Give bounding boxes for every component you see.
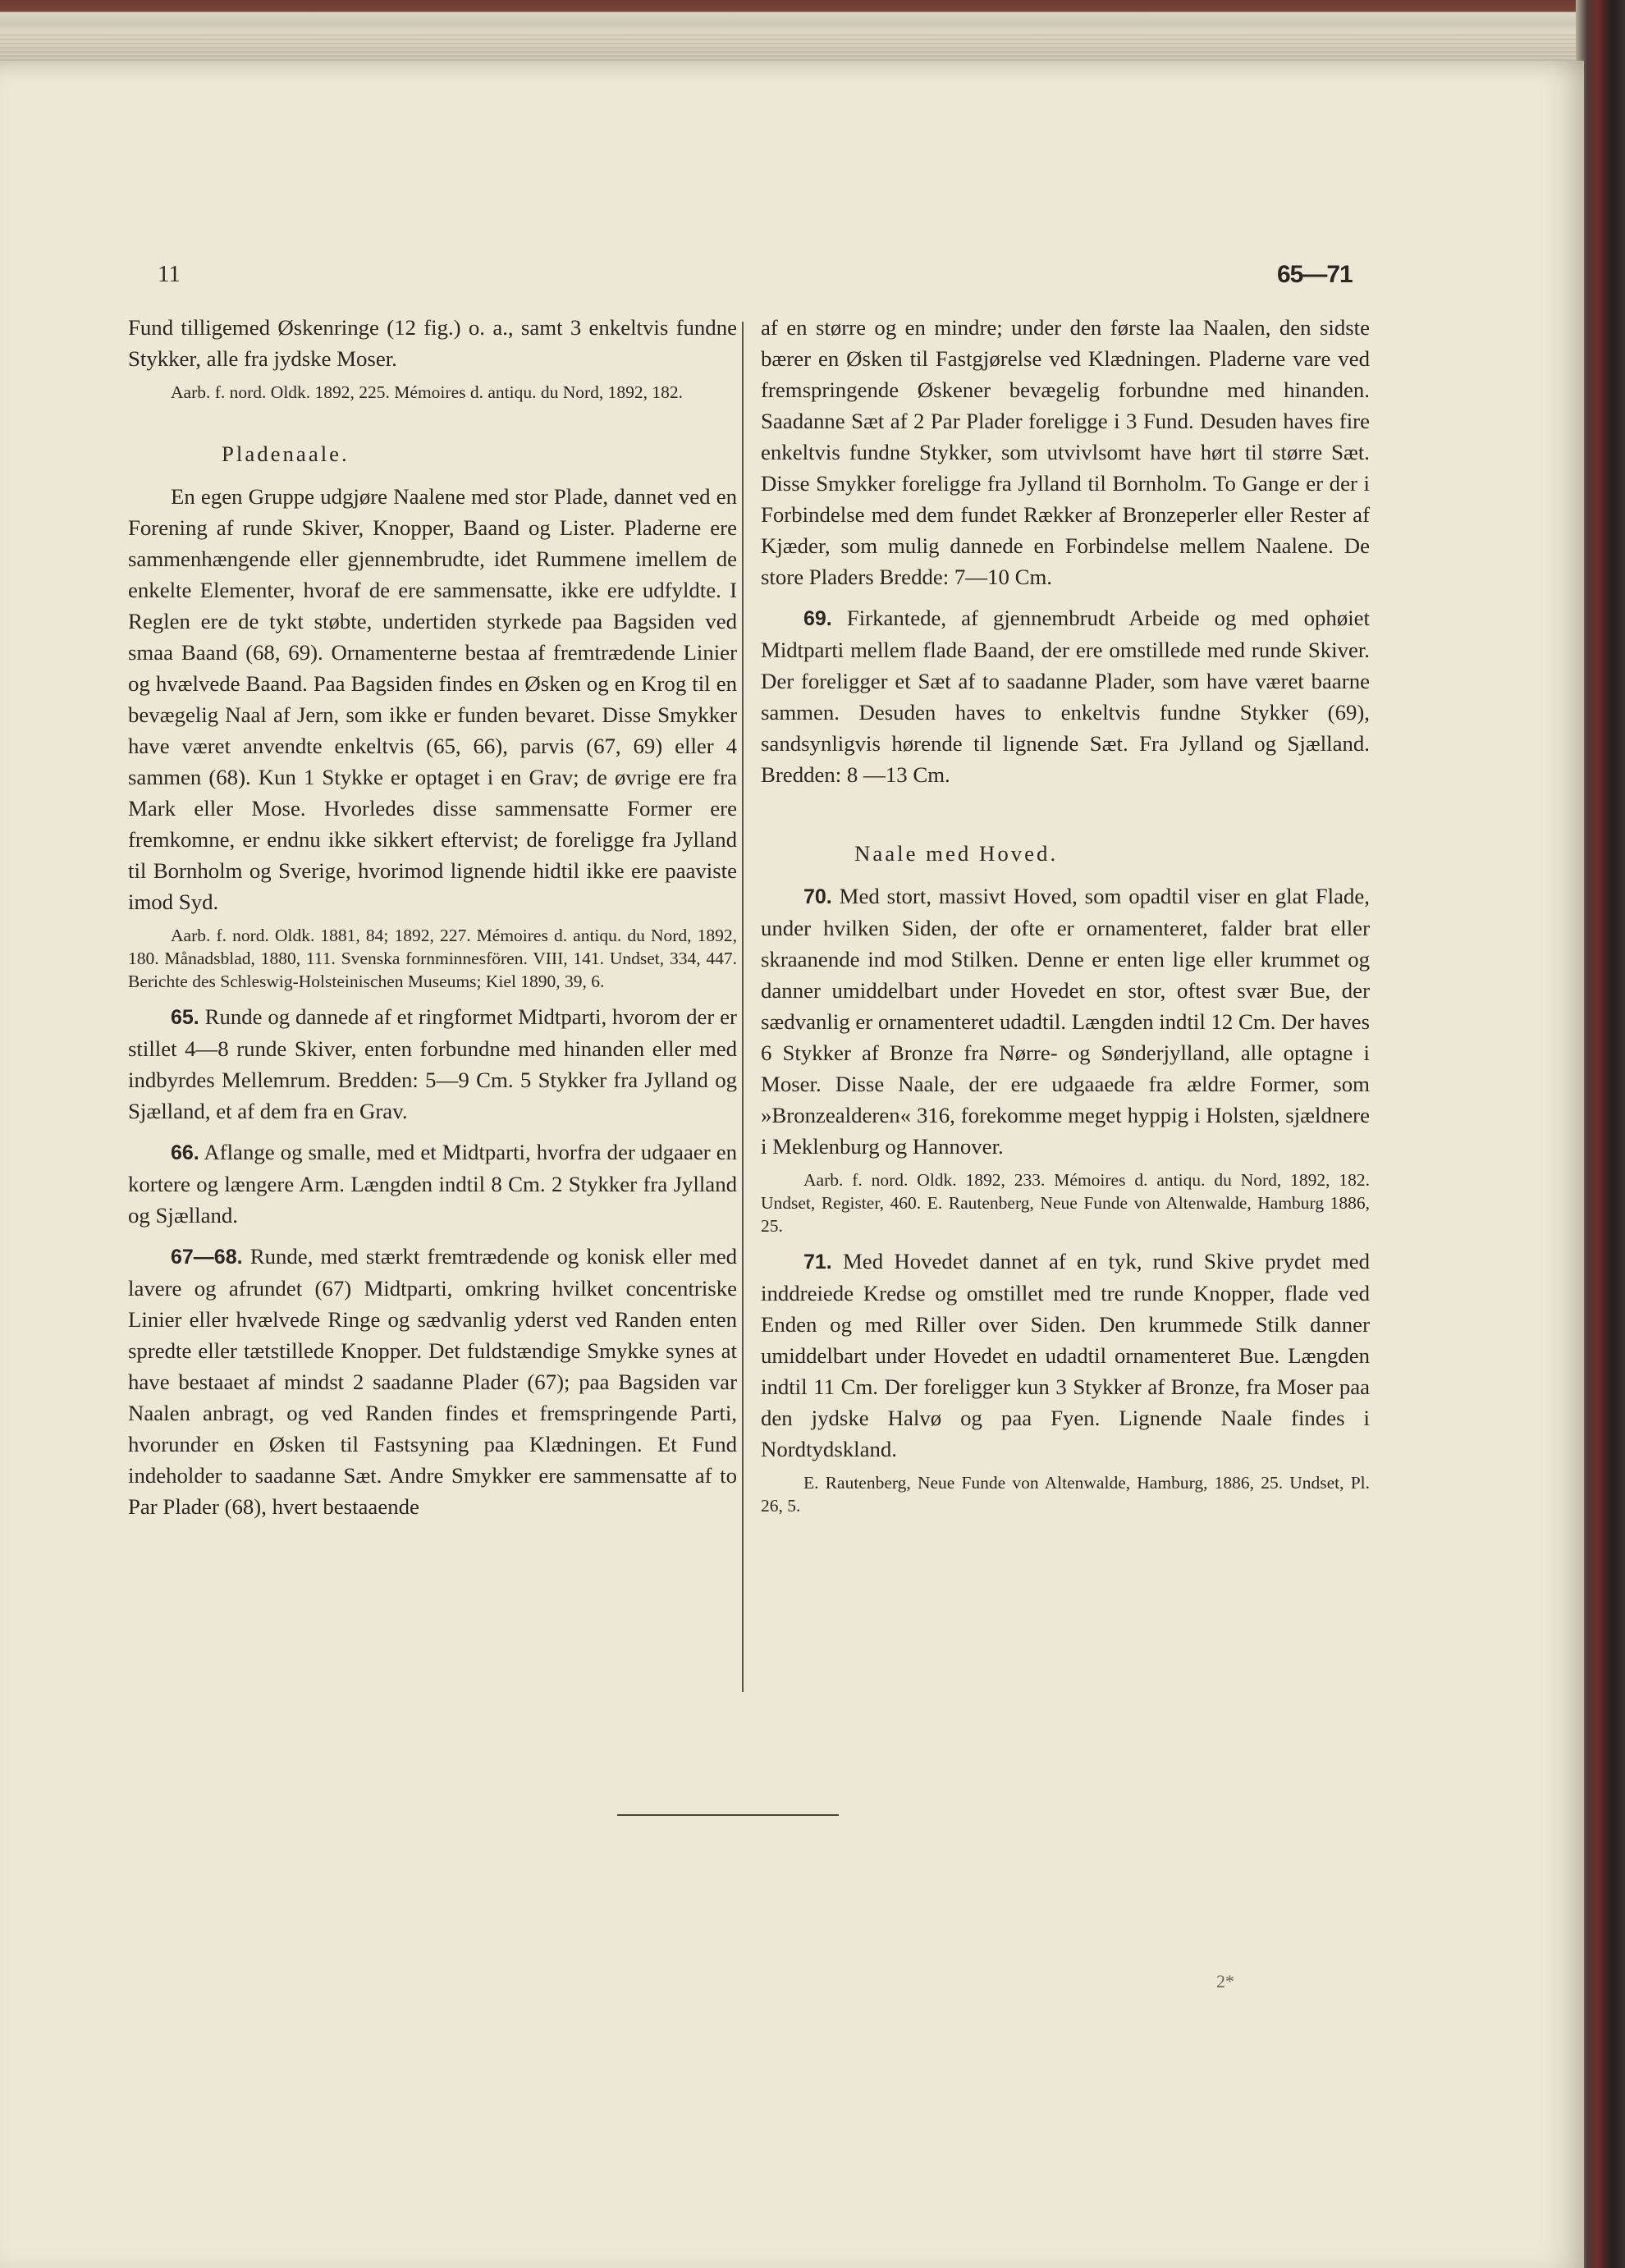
reference-note: Aarb. f. nord. Oldk. 1892, 225. Mémoires d. antiqu. du Nord, 1892, 182. [171, 382, 684, 402]
left-column [128, 312, 737, 1522]
entry-number: 67—68. [171, 1246, 243, 1269]
entry-66 [128, 1136, 737, 1231]
section-heading-naale-med-hoved: Naale med Hoved. [854, 841, 1059, 866]
entry-text: Firkantede, af gjennembrudt Arbeide og med ophøiet Midtparti mellem flade Baand, der ere omstillede med runde Skiver. Der foreligger et Sæt af to saadanne Plader, som have været baarne sammen. Desuden haves to enkeltvis fundne Stykker (69), sandsynligvis hørende til lignende Sæt. Fra Jylland og Sjælland. Bredden: 8 —13 Cm. [761, 606, 1371, 787]
page-range-right: 65—71 [1277, 261, 1353, 288]
end-rule [617, 1814, 839, 1816]
entry-text: Med stort, massivt Hoved, som opadtil viser en glat Flade, under hvilken Siden, der ofte er ornamenteret, falder brat eller skraanende ind mod Stilken. Denne er enten lige eller krummet og danner umiddelbart under Hovedet en stor, oftest svær Bue, der sædvanlig er ornamenteret udadtil. Længden indtil 12 Cm. Der haves 6 Stykker af Bronze fra Nørre- og Sønderjylland, alle optagne i Moser. Disse Naale, der ere udgaaede fra ældre Former, som »Bronzealderen« 316, forekomme meget hyppig i Holsten, sjældnere i Meklenburg og Hannover. [761, 884, 1370, 1159]
entry-number: 65. [171, 1006, 199, 1029]
continued-paragraph: af en større og en mindre; under den første laa Naalen, den sidste bærer en Øsken til Fastgjørelse ved Klædningen. Pladerne vare ved fremspringende Øskener bevægelig forbundne med hinanden. Saadanne Sæt af 2 Par Plader foreligge i 3 Fund. Desuden haves fire enkeltvis fundne Stykker, som utvivlsomt have hørt til større Sæt. Disse Smykker foreligge fra Jylland til Bornholm. To Gange er der i Forbindelse med dem fundet Rækker af Bronzeperler eller Rester af Kjæder, som mulig dannede en Forbindelse mellem Naalene. De store Pladers Bredde: 7—10 Cm. [761, 315, 1370, 589]
entry-number: 71. [803, 1251, 832, 1273]
entry-70 [761, 880, 1370, 1162]
column-divider [742, 322, 744, 1692]
entry-number: 69. [803, 607, 832, 630]
entry-text: Aflange og smalle, med et Midtparti, hvorfra der udgaaer en kortere og længere Arm. Længden indtil 8 Cm. 2 Stykker fra Jylland og Sjælland. [128, 1140, 737, 1228]
section-heading-pladenaale: Pladenaale. [222, 441, 350, 466]
page-number-left: 11 [158, 261, 181, 287]
entry-text: Runde, med stærkt fremtrædende og konisk eller med lavere og afrundet (67) Midtparti, omkring hvilket concentriske Linier eller hvælvede Ringe og sædvanlig yderst ved Randen enten spredte eller tætstillede Knopper. Det fuldstændige Smykke synes at have bestaaet af mindst 2 saadanne Plader (67); paa Bagsiden var Naalen anbragt, og ved Randen findes et fremspringende Parti, hvorunder en Øsken til Fastsyning paa Klædningen. Et Fund indeholder to saadanne Sæt. Andre Smykker ere sammensatte af to Par Plader (68), hvert bestaaende [128, 1244, 738, 1519]
intro-paragraph: Fund tilligemed Øskenringe (12 fig.) o. a., samt 3 enkeltvis fundne Stykker, alle fra jydske Moser. [128, 315, 737, 371]
reference-note: Aarb. f. nord. Oldk. 1892, 233. Mémoires d. antiqu. du Nord, 1892, 182. Undset, Register, 460. E. Rautenberg, Neue Funde von Altenwalde, Hamburg 1886, 25. [761, 1170, 1370, 1236]
reference-note: Aarb. f. nord. Oldk. 1881, 84; 1892, 227. Mémoires d. antiqu. du Nord, 1892, 180. Månadsblad, 1880, 111. Svenska fornminnesfören. VIII, 141. Undset, 334, 447. Berichte des Schleswig-Holsteinischen Museums; Kiel 1890, 39, 6. [128, 926, 737, 991]
entry-65 [128, 1001, 737, 1127]
right-column [761, 312, 1370, 1525]
entry-number: 70. [803, 885, 832, 908]
signature-mark: 2* [1216, 1971, 1234, 1991]
entry-67-68 [128, 1241, 737, 1522]
entry-text: Runde og dannede af et ringformet Midtparti, hvorom der er stillet 4—8 runde Skiver, enten forbundne med hinanden eller med indbyrdes Mellemrum. Bredden: 5—9 Cm. 5 Stykker fra Jylland og Sjælland, et af dem fra en Grav. [128, 1004, 737, 1123]
entry-number: 66. [171, 1141, 199, 1164]
entry-text: Med Hovedet dannet af en tyk, rund Skive prydet med inddreiede Kredse og omstillet med tre runde Knopper, flade ved Enden og med Riller over Siden. Den krummede Stilk danner umiddelbart under Hovedet en udadtil ornamenteret Bue. Længden indtil 11 Cm. Der foreligger kun 3 Stykker af Bronze, fra Moser paa den jydske Halvø og paa Fyen. Lignende Naale findes i Nordtydskland. [761, 1249, 1371, 1461]
entry-69 [761, 602, 1370, 790]
section-paragraph: En egen Gruppe udgjøre Naalene med stor Plade, dannet ved en Forening af runde Skiver, Knopper, Baand og Lister. Pladerne ere sammenhængende eller gjennembrudte, idet Rummene imellem de enkelte Elementer, hvoraf de ere sammensatte, ikke ere udfyldte. I Reglen ere de tykt støbte, undertiden styrkede paa Bagsiden ved smaa Baand (68, 69). Ornamenterne bestaa af fremtrædende Linier og hvælvede Baand. Paa Bagsiden findes en Øsken og en Krog til en bevægelig Naal af Jern, som ikke er funden bevaret. Disse Smykker have været anvendte enkeltvis (65, 66), parvis (67, 69) eller 4 sammen (68). Kun 1 Stykke er optaget i en Grav; de øvrige ere fra Mark eller Mose. Hvorledes disse sammensatte Former ere fremkomne, er endnu ikke sikkert eftervist; de foreligge fra Jylland til Bornholm og Sverige, hvorimod lignende hidtil ikke ere paaviste imod Syd. [128, 484, 737, 914]
reference-note: E. Rautenberg, Neue Funde von Altenwalde, Hamburg, 1886, 25. Undset, Pl. 26, 5. [761, 1473, 1370, 1516]
entry-71 [761, 1246, 1370, 1465]
